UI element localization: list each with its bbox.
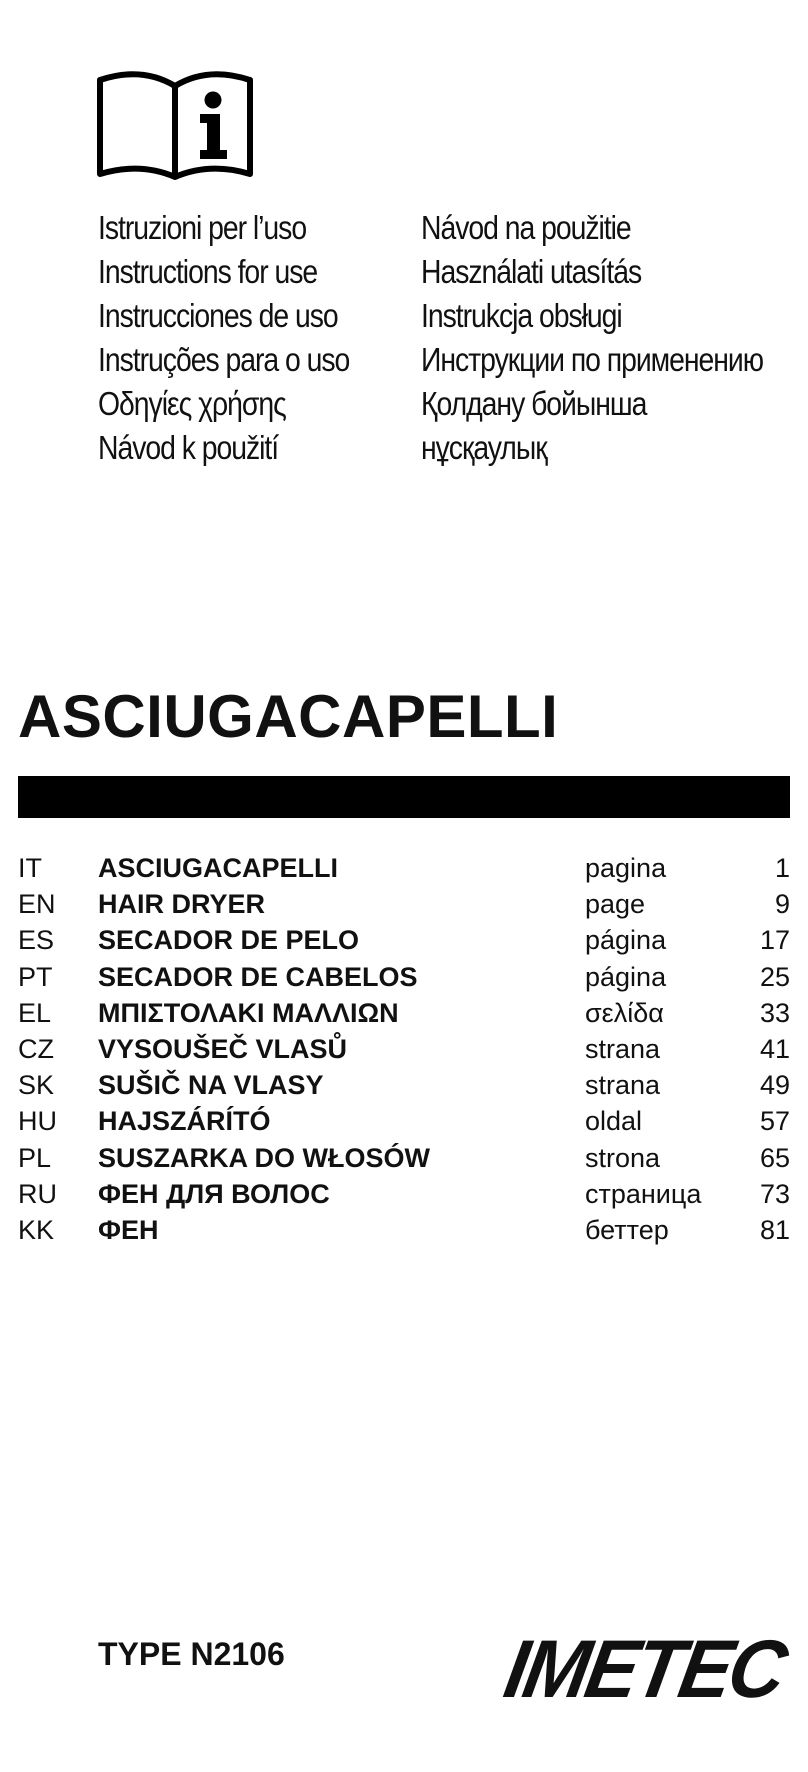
instruction-title: Οδηγίες χρήσης	[98, 385, 286, 422]
language-code: HU	[18, 1106, 57, 1137]
info-book-icon	[96, 66, 254, 180]
instruction-title: Használati utasítás	[421, 253, 642, 290]
page-label: σελίδα	[585, 997, 664, 1028]
language-code: EN	[18, 889, 56, 920]
table-of-contents	[18, 850, 790, 1248]
model-type-label: TYPE N2106	[98, 1636, 285, 1672]
language-code: EL	[18, 997, 52, 1028]
instruction-title: Návod na použitie	[421, 209, 631, 246]
page-label: strona	[585, 1142, 661, 1173]
toc-row	[18, 995, 790, 1031]
language-code: SK	[18, 1070, 55, 1101]
page-label: page	[585, 889, 646, 920]
section-title: ΜΠΙΣΤΟΛΑΚΙ ΜΑΛΛΙΩΝ	[98, 997, 399, 1028]
page-number: 73	[759, 1178, 790, 1209]
toc-row	[18, 1031, 790, 1067]
instruction-title: Istruzioni per l’uso	[98, 209, 307, 246]
toc-row	[18, 1176, 790, 1212]
toc-row	[18, 1212, 790, 1248]
section-title: ФЕН	[98, 1214, 159, 1245]
language-code: RU	[18, 1178, 57, 1209]
instruction-title: Návod k použití	[98, 429, 279, 466]
document-title: ASCIUGACAPELLI	[18, 683, 559, 750]
page-label: página	[585, 961, 667, 992]
instruction-title: Instrucciones de uso	[98, 297, 338, 334]
page-label: страница	[585, 1178, 702, 1209]
instruction-title: Қолдану бойынша	[421, 385, 647, 422]
page-label: strana	[585, 1070, 661, 1101]
page-label: беттер	[585, 1214, 669, 1245]
page-label: strana	[585, 1033, 661, 1064]
toc-row	[18, 1140, 790, 1176]
section-title: SUSZARKA DO WŁOSÓW	[98, 1142, 430, 1173]
page-number: 49	[759, 1070, 790, 1101]
toc-row	[18, 1067, 790, 1103]
language-code: IT	[18, 853, 42, 883]
page-number: 65	[759, 1142, 790, 1173]
language-code: PL	[18, 1142, 52, 1173]
language-code: CZ	[18, 1033, 54, 1064]
section-title: SUŠIČ NA VLASY	[98, 1070, 324, 1101]
language-code: PT	[18, 961, 53, 992]
title-divider-bar	[18, 776, 790, 818]
page-number: 17	[759, 925, 790, 956]
instruction-title: Инструкции по применению	[421, 341, 764, 378]
toc-row	[18, 959, 790, 995]
section-title: SECADOR DE CABELOS	[98, 961, 418, 992]
page-number: 33	[759, 997, 790, 1028]
toc-row	[18, 922, 790, 958]
page-number: 57	[759, 1106, 790, 1137]
language-code: KK	[18, 1214, 55, 1245]
page-number: 81	[759, 1214, 790, 1245]
toc-row	[18, 1103, 790, 1139]
brand-logo: IMETEC	[498, 1622, 792, 1715]
instruction-title: Instruções para o uso	[98, 341, 350, 378]
section-title: ASCIUGACAPELLI	[98, 853, 339, 883]
section-title: VYSOUŠEČ VLASŮ	[98, 1033, 348, 1064]
page-number: 25	[759, 961, 790, 992]
instructions-list-left	[98, 206, 390, 470]
instruction-title: нұсқаулық	[421, 429, 547, 466]
instruction-title: Instructions for use	[98, 253, 318, 290]
section-title: HAIR DRYER	[98, 889, 266, 920]
instructions-list-right	[421, 206, 808, 470]
section-title: SECADOR DE PELO	[98, 925, 360, 956]
instruction-title: Instrukcja obsługi	[421, 297, 622, 334]
page-label: pagina	[585, 853, 667, 883]
page-number: 9	[774, 889, 790, 920]
page-number: 1	[774, 853, 790, 883]
section-title: HAJSZÁRÍTÓ	[98, 1106, 271, 1137]
toc-row	[18, 886, 790, 922]
page-number: 41	[759, 1033, 790, 1064]
page-label: oldal	[585, 1106, 643, 1137]
section-title: ФЕН ДЛЯ ВОЛОС	[98, 1178, 330, 1209]
toc-row	[18, 850, 790, 886]
language-code: ES	[18, 925, 55, 956]
page-label: página	[585, 925, 667, 956]
